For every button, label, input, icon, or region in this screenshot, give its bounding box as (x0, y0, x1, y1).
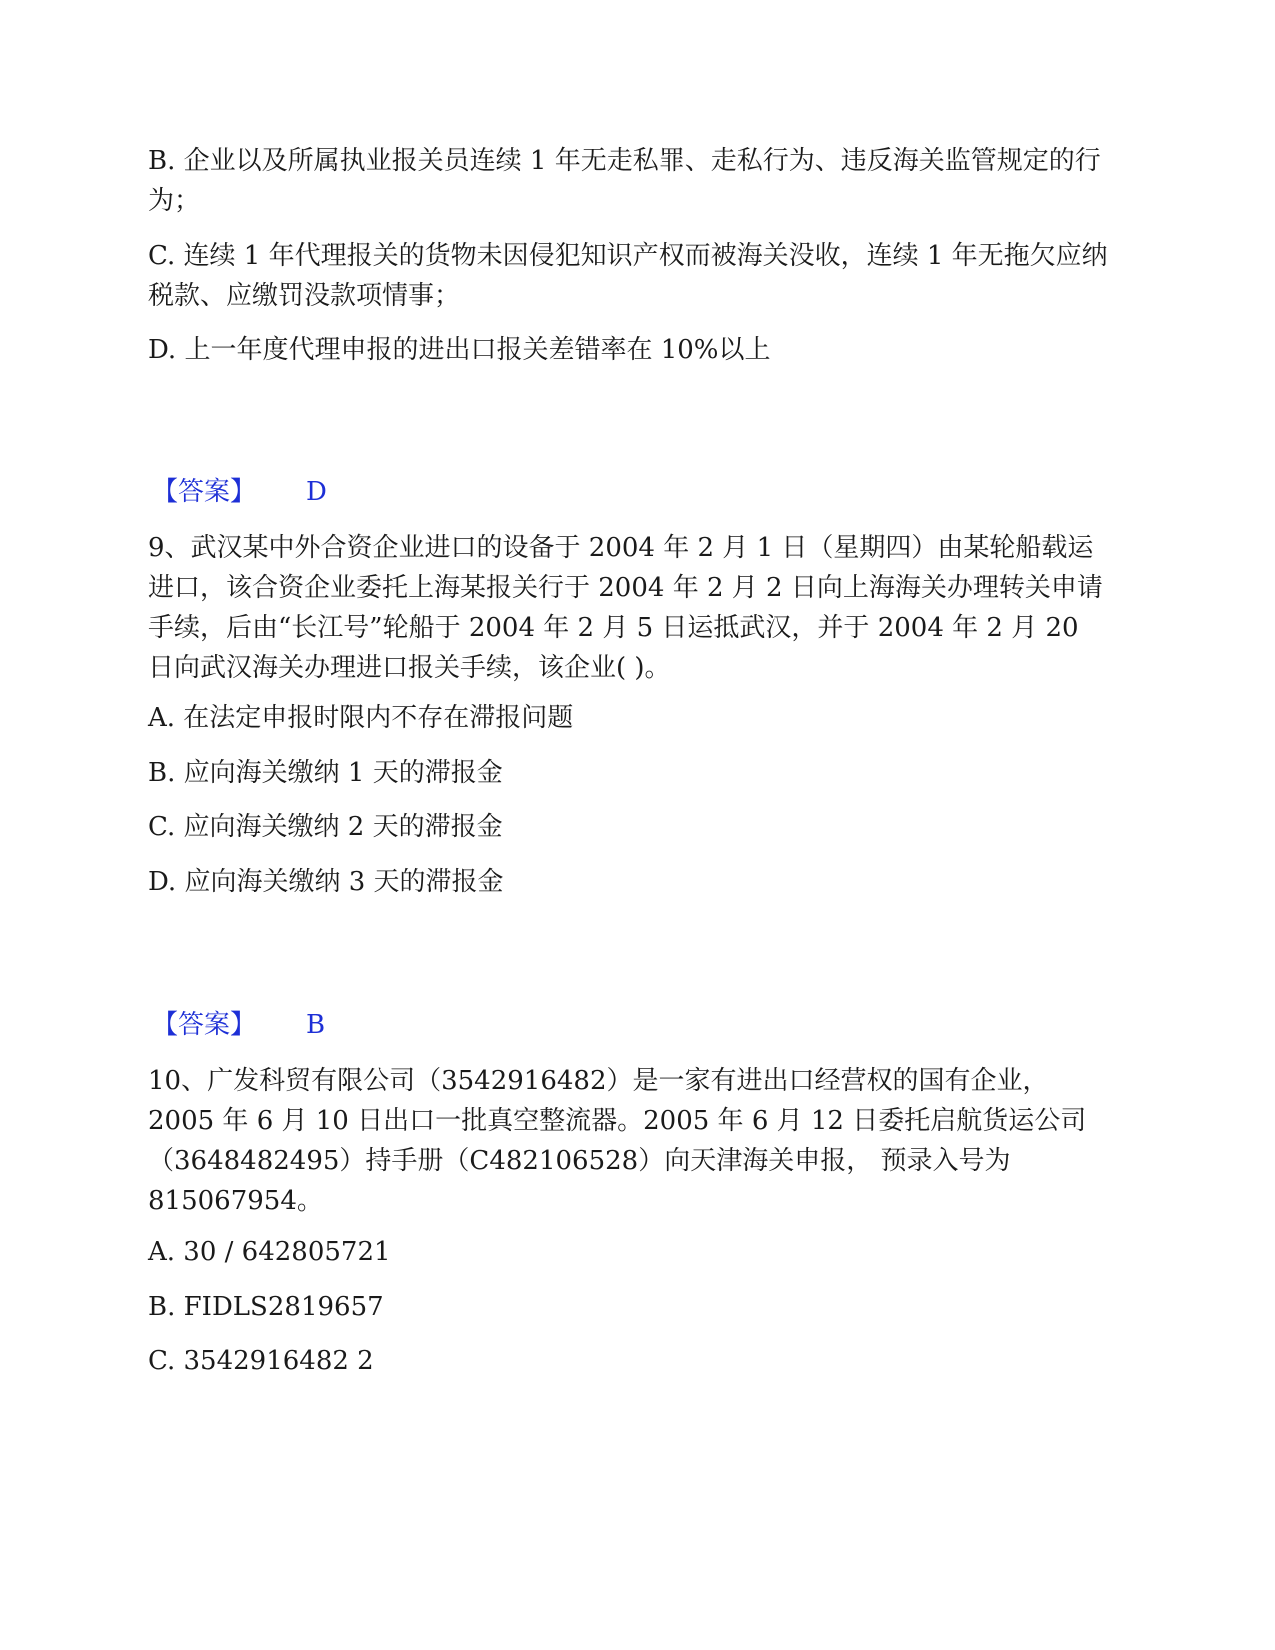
answer-value: D (306, 477, 327, 507)
answer-value: B (306, 1010, 326, 1040)
answer-label: 【答案】 (152, 1010, 257, 1040)
q9-stem: 9、武汉某中外合资企业进口的设备于 2004 年 2 月 1 日（星期四）由某轮船载运进口，该合资企业委托上海某报关行于 2004 年 2 月 2 日向上海海关办理转关申请手续，后由“长江号”轮船于 2004 年 2 月 5 日运抵武汉，并于 2004 年 2 月 20 日向武汉海关办理进口报关手续，该企业( )。 (148, 533, 1103, 683)
q10-option-b: B. FIDLS2819657 (148, 1292, 384, 1322)
q8-option-c: C. 连续 1 年代理报关的货物未因侵犯知识产权而被海关没收，连续 1 年无拖欠应纳税款、应缴罚没款项情事； (148, 241, 1108, 311)
q9-option-b: B. 应向海关缴纳 1 天的滞报金 (148, 758, 503, 788)
q10-option-a: A. 30 / 642805721 (148, 1237, 391, 1267)
answer-9 (152, 1005, 325, 1045)
q8-option-b: B. 企业以及所属执业报关员连续 1 年无走私罪、走私行为、违反海关监管规定的行为； (148, 146, 1101, 216)
answer-label: 【答案】 (152, 477, 257, 507)
q9-option-a: A. 在法定申报时限内不存在滞报问题 (148, 703, 574, 733)
q9-option-c: C. 应向海关缴纳 2 天的滞报金 (148, 812, 503, 842)
q8-option-d: D. 上一年度代理申报的进出口报关差错率在 10%以上 (148, 335, 771, 365)
q10-stem: 10、广发科贸有限公司（3542916482）是一家有进出口经营权的国有企业，2005 年 6 月 10 日出口一批真空整流器。2005 年 6 月 12 日委托启航货运公司（3648482495）持手册（C482106528）向天津海关申报， 预录入号为 815067954。 (148, 1066, 1087, 1216)
q10-option-c: C. 3542916482 2 (148, 1346, 374, 1376)
q9-option-d: D. 应向海关缴纳 3 天的滞报金 (148, 867, 504, 897)
answer-8 (152, 472, 327, 512)
